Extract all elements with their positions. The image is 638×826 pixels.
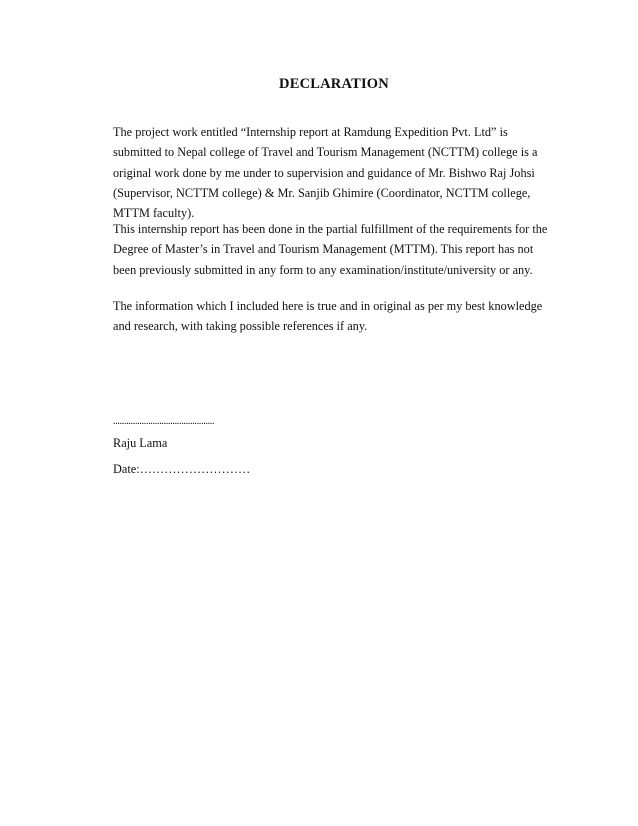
signatory-name: Raju Lama bbox=[113, 436, 168, 450]
signature-line: .............................................. bbox=[113, 416, 215, 427]
declaration-paragraph-3: The information which I included here is true and in original as per my best knowledge and research, with taking possible references if any. bbox=[113, 299, 543, 334]
date-line: Date:……………………… bbox=[113, 462, 251, 476]
declaration-paragraph-2: This internship report has been done in the partial fulfillment of the requirements for the Degree of Master’s in Travel and Tourism Management (MTTM). This report has not been previously submitted in any form to any examination/institute/university or any. bbox=[113, 222, 548, 277]
declaration-paragraph-1: The project work entitled “Internship report at Ramdung Expedition Pvt. Ltd” is submitted to Nepal college of Travel and Tourism Management (NCTTM) college is a original work done by me under to supervision and guidance of Mr. Bishwo Raj Johsi (Supervisor, NCTTM college) & Mr. Sanjib Ghimire (Coordinator, NCTTM college, MTTM faculty). bbox=[113, 125, 538, 221]
page-title: DECLARATION bbox=[279, 76, 389, 92]
